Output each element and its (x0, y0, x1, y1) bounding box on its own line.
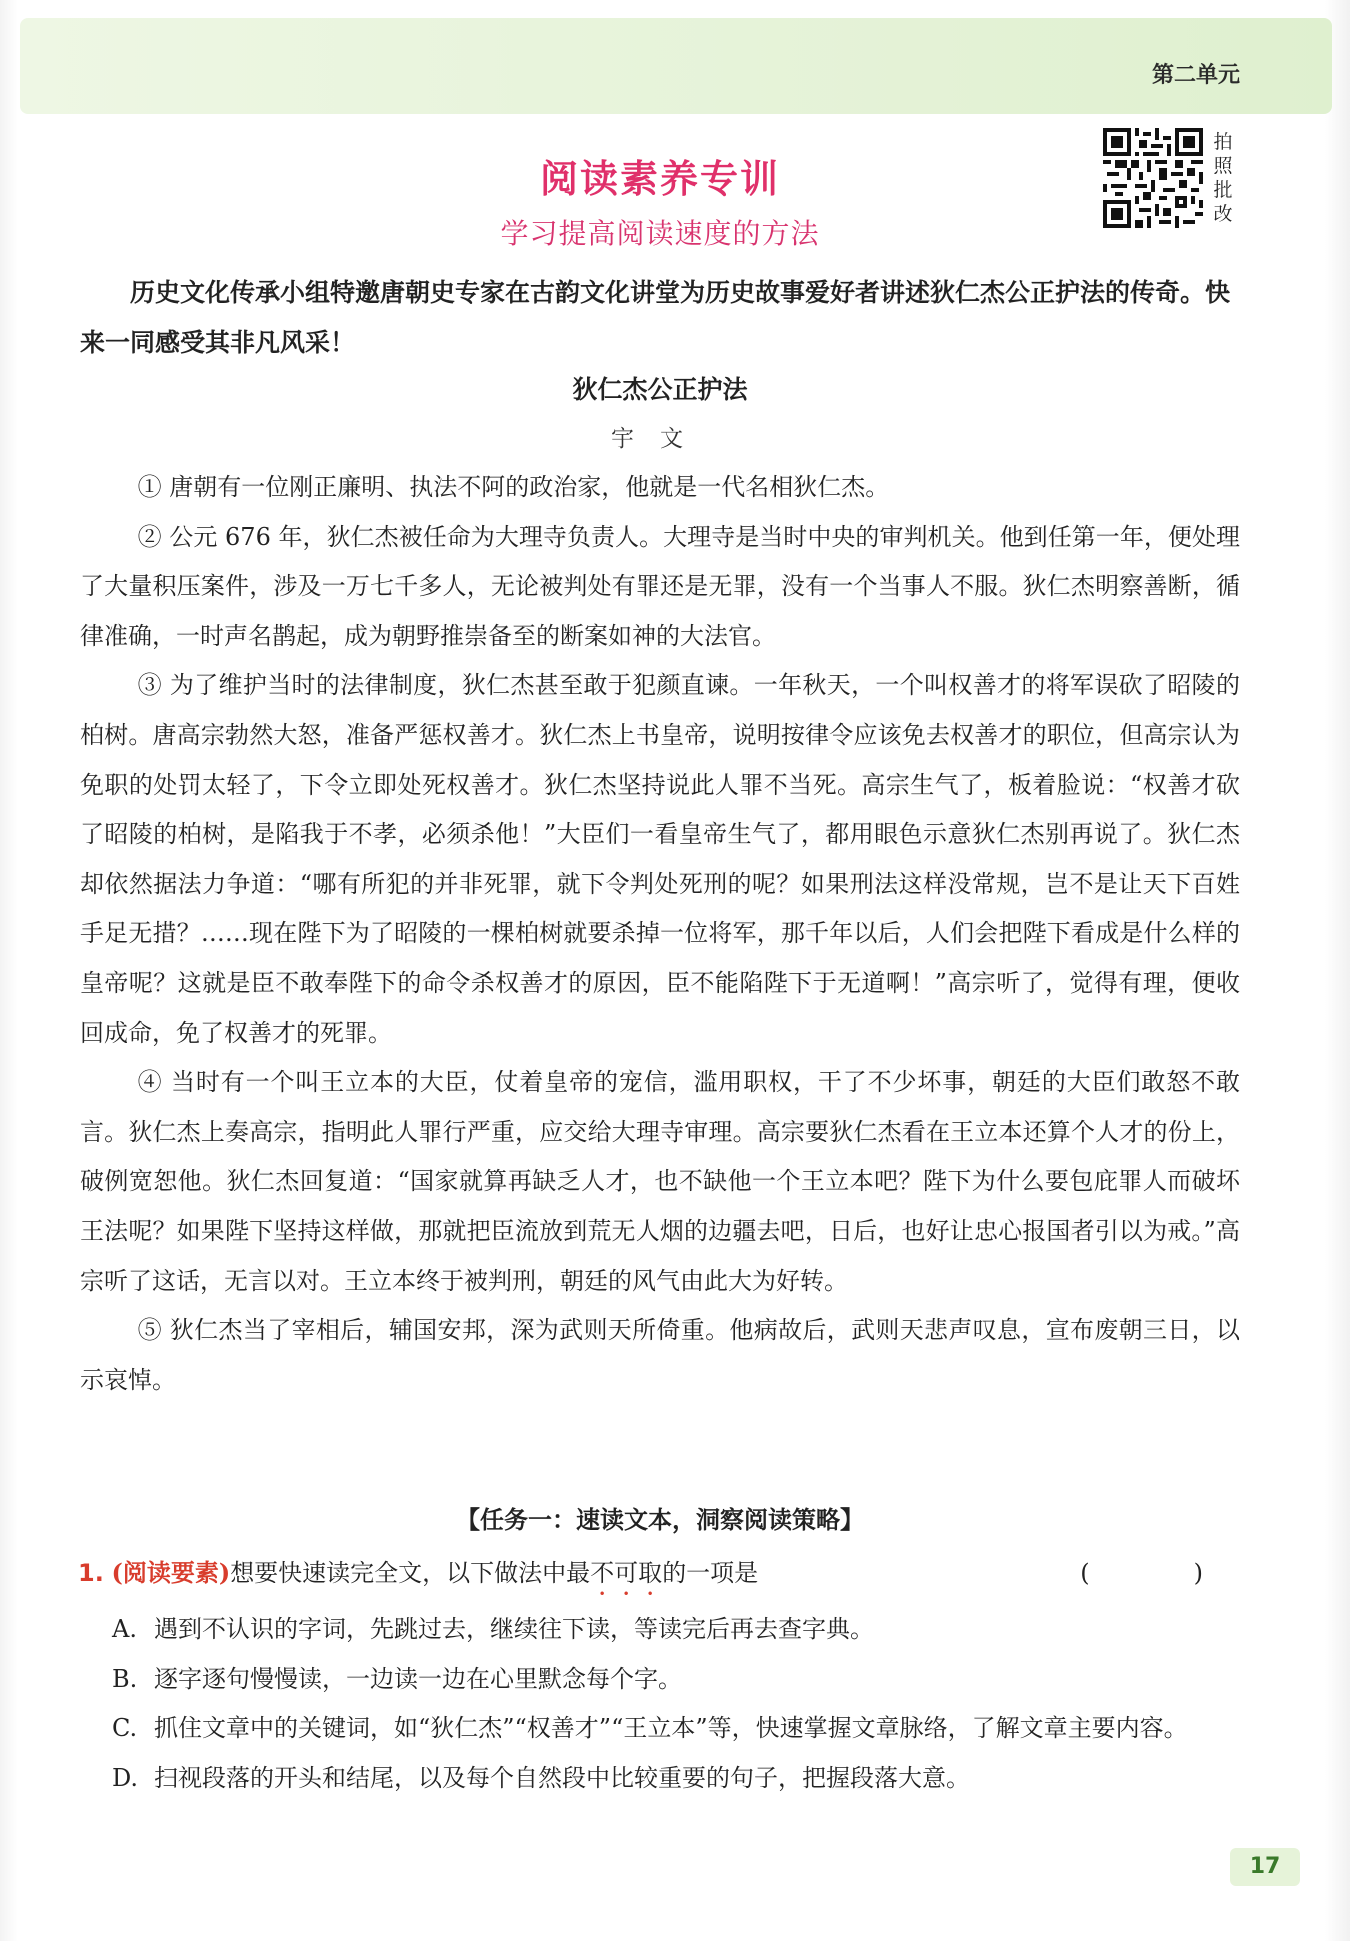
option-b[interactable] (112, 1655, 1242, 1705)
page-number: 17 (1230, 1848, 1300, 1886)
article-paragraph-3: ③ 为了维护当时的法律制度，狄仁杰甚至敢于犯颜直谏。一年秋天，一个叫权善才的将军误砍了昭陵的柏树。唐高宗勃然大怒，准备严惩权善才。狄仁杰上书皇帝，说明按律令应该免去权善才的职位，但高宗认为免职的处罚太轻了，下令立即处死权善才。狄仁杰坚持说此人罪不当死。高宗生气了，板着脸说：“权善才砍了昭陵的柏树，是陷我于不孝，必须杀他！”大臣们一看皇帝生气了，都用眼色示意狄仁杰别再说了。狄仁杰却依然据法力争道：“哪有所犯的并非死罪，就下令判处死刑的呢？如果刑法这样没常规，岂不是让天下百姓手足无措？……现在陛下为了昭陵的一棵柏树就要杀掉一位将军，那千年以后，人们会把陛下看成是什么样的皇帝呢？这就是臣不敢奉陛下的命令杀权善才的原因，臣不能陷陛下于无道啊！”高宗听了，觉得有理，便收回成命，免了权善才的死罪。 (80, 671, 1240, 1047)
option-text: 扫视段落的开头和结尾，以及每个自然段中比较重要的句子，把握段落大意。 (154, 1763, 970, 1792)
article-paragraph-2: ② 公元 676 年，狄仁杰被任命为大理寺负责人。大理寺是当时中央的审判机关。他到任第一年，便处理了大量积压案件，涉及一万七千多人，无论被判处有罪还是无罪，没有一个当事人不服。狄仁杰明察善断，循律准确，一时声名鹊起，成为朝野推崇备至的断案如神的大法官。 (80, 522, 1240, 650)
question-stem-emphasis: 不可取 (590, 1559, 663, 1587)
qr-caption-char: 改 (1213, 203, 1233, 225)
answer-blank[interactable]: ( ) (1080, 1559, 1243, 1587)
question-number: 1. (78, 1559, 104, 1587)
qr-caption-char: 拍 (1213, 131, 1233, 153)
option-text: 逐字逐句慢慢读，一边读一边在心里默念每个字。 (154, 1664, 682, 1693)
intro-paragraph: 历史文化传承小组特邀唐朝史专家在古韵文化讲堂为历史故事爱好者讲述狄仁杰公正护法的传奇。快来一同感受其非凡风采！ (80, 278, 1231, 357)
article-paragraph-1: ① 唐朝有一位刚正廉明、执法不阿的政治家，他就是一代名相狄仁杰。 (137, 473, 890, 501)
page-subtitle: 学习提高阅读速度的方法 (500, 217, 820, 250)
option-text: 遇到不认识的字词，先跳过去，继续往下读，等读完后再去查字典。 (154, 1615, 874, 1643)
question-stem: 想要快速读完全文，以下做法中最 (230, 1559, 591, 1587)
task-heading: 【任务一：速读文本，洞察阅读策略】 (456, 1505, 864, 1534)
qr-caption-char: 批 (1213, 179, 1233, 201)
page-title: 阅读素养专训 (539, 157, 780, 201)
qr-caption-char: 照 (1213, 155, 1233, 177)
option-text: 抓住文章中的关键词，如“狄仁杰”“权善才”“王立本”等，快速掌握文章脉络，了解文章主要内容。 (154, 1714, 1188, 1743)
option-key: D. (112, 1763, 139, 1792)
option-key: B. (112, 1664, 138, 1693)
option-a[interactable] (112, 1605, 1242, 1655)
header-band (20, 18, 1332, 114)
option-c[interactable] (112, 1704, 1242, 1754)
question-stem-end: 的一项是 (662, 1559, 759, 1587)
question-1 (78, 1553, 1243, 1601)
answer-options (112, 1605, 1242, 1803)
article-title: 狄仁杰公正护法 (572, 375, 748, 404)
article-paragraph-4: ④ 当时有一个叫王立本的大臣，仗着皇帝的宠信，滥用职权，干了不少坏事，朝廷的大臣们敢怒不敢言。狄仁杰上奏高宗，指明此人罪行严重，应交给大理寺审理。高宗要狄仁杰看在王立本还算个人才的份上，破例宽恕他。狄仁杰回复道：“国家就算再缺乏人才，也不缺他一个王立本吧？陛下为什么要包庇罪人而破坏王法呢？如果陛下坚持这样做，那就把臣流放到荒无人烟的边疆去吧，日后，也好让忠心报国者引以为戒。”高宗听了这话，无言以对。王立本终于被判刑，朝廷的风气由此大为好转。 (80, 1068, 1240, 1295)
unit-label: 第二单元 (1151, 63, 1240, 88)
option-d[interactable] (112, 1754, 1242, 1804)
article-author: 宇文 (611, 426, 709, 452)
option-key: C. (112, 1714, 138, 1743)
article-body (80, 463, 1240, 1405)
question-tag: (阅读要素) (111, 1558, 231, 1587)
article-paragraph-5: ⑤ 狄仁杰当了宰相后，辅国安邦，深为武则天所倚重。他病故后，武则天悲声叹息，宣布废朝三日，以示哀悼。 (80, 1316, 1240, 1394)
option-key: A. (112, 1615, 137, 1643)
